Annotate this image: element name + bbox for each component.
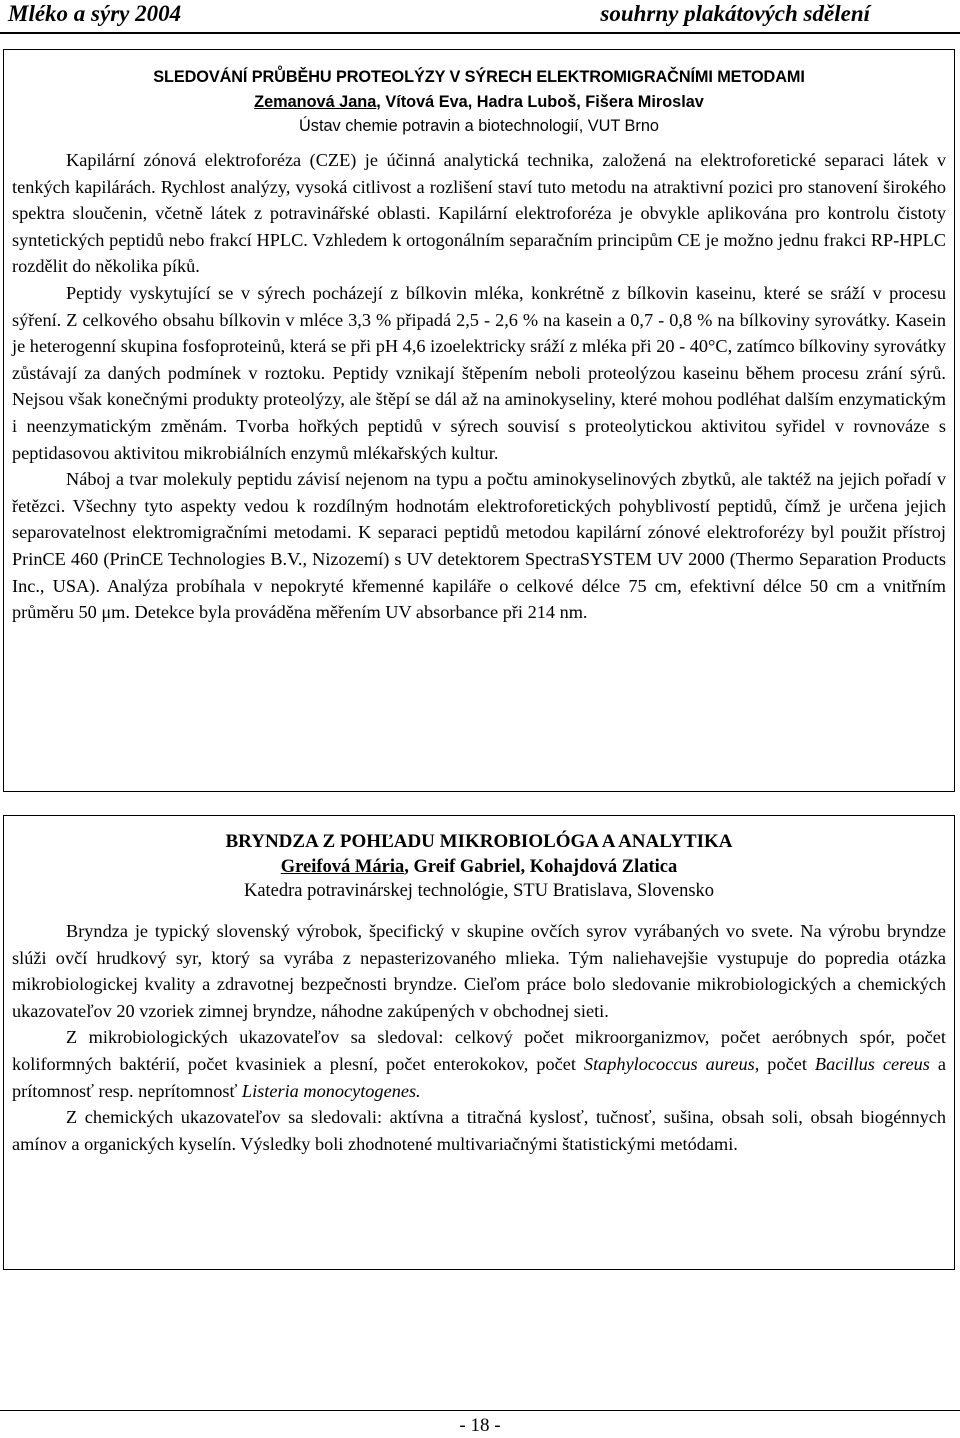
paragraph-3: Z chemických ukazovateľov sa sledovali: aktívna a titračná kyslosť, tučnosť, sušina, obsah soli, obsah biogénnych amínov a organických kyselín. Výsledky boli zhodnotené multivariačnými štatistickými metódami. <box>12 1107 946 1154</box>
presenting-author: Zemanová Jana <box>254 93 377 111</box>
institution: Katedra potravinárskej technológie, STU Bratislava, Slovensko <box>243 881 715 901</box>
journal-title: Mléko a sýry 2004 <box>8 1 182 26</box>
text-segment: Z mikrobiologických ukazovateľov sa sledoval: celkový počet mikroorganizmov, počet aeróbnych spór, počet koliformných baktérií, počet kvasiniek a plesní, počet enterokokov, počet <box>12 1027 946 1074</box>
article-authors <box>12 855 946 879</box>
presenting-author: Greifová Mária <box>280 857 405 877</box>
paragraph-2 <box>12 1024 946 1104</box>
species-name: Staphylococcus aureus <box>583 1053 755 1074</box>
species-name: Bacillus cereus <box>814 1053 930 1074</box>
article-title: BRYNDZA Z POHĽADU MIKROBIOLÓGA A ANALYTIKA <box>225 831 733 852</box>
page-number: - 18 - <box>459 1415 501 1436</box>
page-header <box>0 0 960 34</box>
section-title: souhrny plakátových sdělení <box>600 1 870 26</box>
abstract-box-bryndza <box>3 815 955 1270</box>
paragraph-3: Náboj a tvar molekuly peptidu závisí nejenom na typu a počtu aminokyselinových zbytků, ale taktéž na jejich pořadí v řetězci. Všechny tyto aspekty vedou k rozdílným hodnotám elektroforetických pohyblivostí peptidů, čímž je určena jejich separovatelnost elektromigračními metodami. K separaci peptidů metodou kapilární zónové elektroforézy byl použit přístroj PrinCE 460 (PrinCE Technologies B.V., Nizozemí) s UV detektorem SpectraSYSTEM UV 2000 (Thermo Separation Products Inc., USA). Analýza probíhala v nepokryté křemenné kapiláře o celkové délce 75 cm, efektivní délce 50 cm a vnitřním průměru 50 μm. Detekce byla prováděna měřením UV absorbance při 214 nm. <box>12 469 946 623</box>
co-authors: , Vítová Eva, Hadra Luboš, Fišera Miroslav <box>376 93 704 111</box>
institution: Ústav chemie potravin a biotechnologií, VUT Brno <box>299 117 659 135</box>
paragraph-2: Peptidy vyskytující se v sýrech pocházejí z bílkovin mléka, konkrétně z bílkovin kaseinu, které se sráží v procesu sýření. Z celkového obsahu bílkovin v mléce 3,3 % připadá 2,5 - 2,6 % na kasein a 0,7 - 0,8 % na bílkoviny syrovátky. Kasein je heterogenní skupina fosfoproteinů, která se při pH 4,6 izoelektricky sráží z mléka při 20 - 40°C, zatímco bílkoviny syrovátky zůstávají za daných podmínek v roztoku. Peptidy vznikají štěpením neboli proteolýzou kaseinu během procesu zrání sýrů. Nejsou však konečnými produkty proteolýzy, ale štěpí se dál až na aminokyseliny, které mohou podléhat dalším enzymatickým i neenzymatickým změnám. Tvorba hořkých peptidů v sýrech souvisí s proteolytickou aktivitou syřidel v rovnováze s peptidasovou aktivitou mikrobiálních enzymů mlékařských kultur. <box>12 282 946 463</box>
footer-divider <box>0 1410 960 1411</box>
article-title: SLEDOVÁNÍ PRŮBĚHU PROTEOLÝZY V SÝRECH ELEKTROMIGRAČNÍMI METODAMI <box>153 68 805 86</box>
article-authors <box>12 90 946 114</box>
text-segment: a prítomnosť resp. neprítomnosť <box>12 1053 946 1101</box>
paragraph-1: Bryndza je typický slovenský výrobok, špecifický v skupine ovčích syrov vyrábaných vo svete. Na výrobu bryndze slúži ovčí hrudkový syr, ktorý sa vyrába z nepasterizovaného mlieka. Tým naliehavejšie vystupuje do popredia otázka mikrobiologickej kvality a zdravotnej bezpečnosti bryndze. Cieľom práce bolo sledovanie mikrobiologických a chemických ukazovateľov 20 vzoriek zimnej bryndze, náhodne zakúpených v obchodnej sieti. <box>12 921 946 1021</box>
paragraph-1: Kapilární zónová elektroforéza (CZE) je účinná analytická technika, založená na elektroforetické separaci látek v tenkých kapilárách. Rychlost analýzy, vysoká citlivost a rozlišení staví tuto metodu na atraktivní pozici pro stanovení širokého spektra sloučenin, včetně látek z potravinářské oblasti. Kapilární elektroforéza je obvykle aplikována pro kontrolu čistoty syntetických peptidů nebo frakcí HPLC. Vzhledem k ortogonálním separačním principům CE je možno jednu frakci RP-HPLC rozdělit do několika píků. <box>12 150 946 277</box>
co-authors: , Greif Gabriel, Kohajdová Zlatica <box>404 857 678 877</box>
species-name: Listeria monocytogenes. <box>241 1080 421 1101</box>
abstract-box-proteolysis <box>3 49 955 792</box>
text-segment: , počet <box>754 1053 815 1074</box>
